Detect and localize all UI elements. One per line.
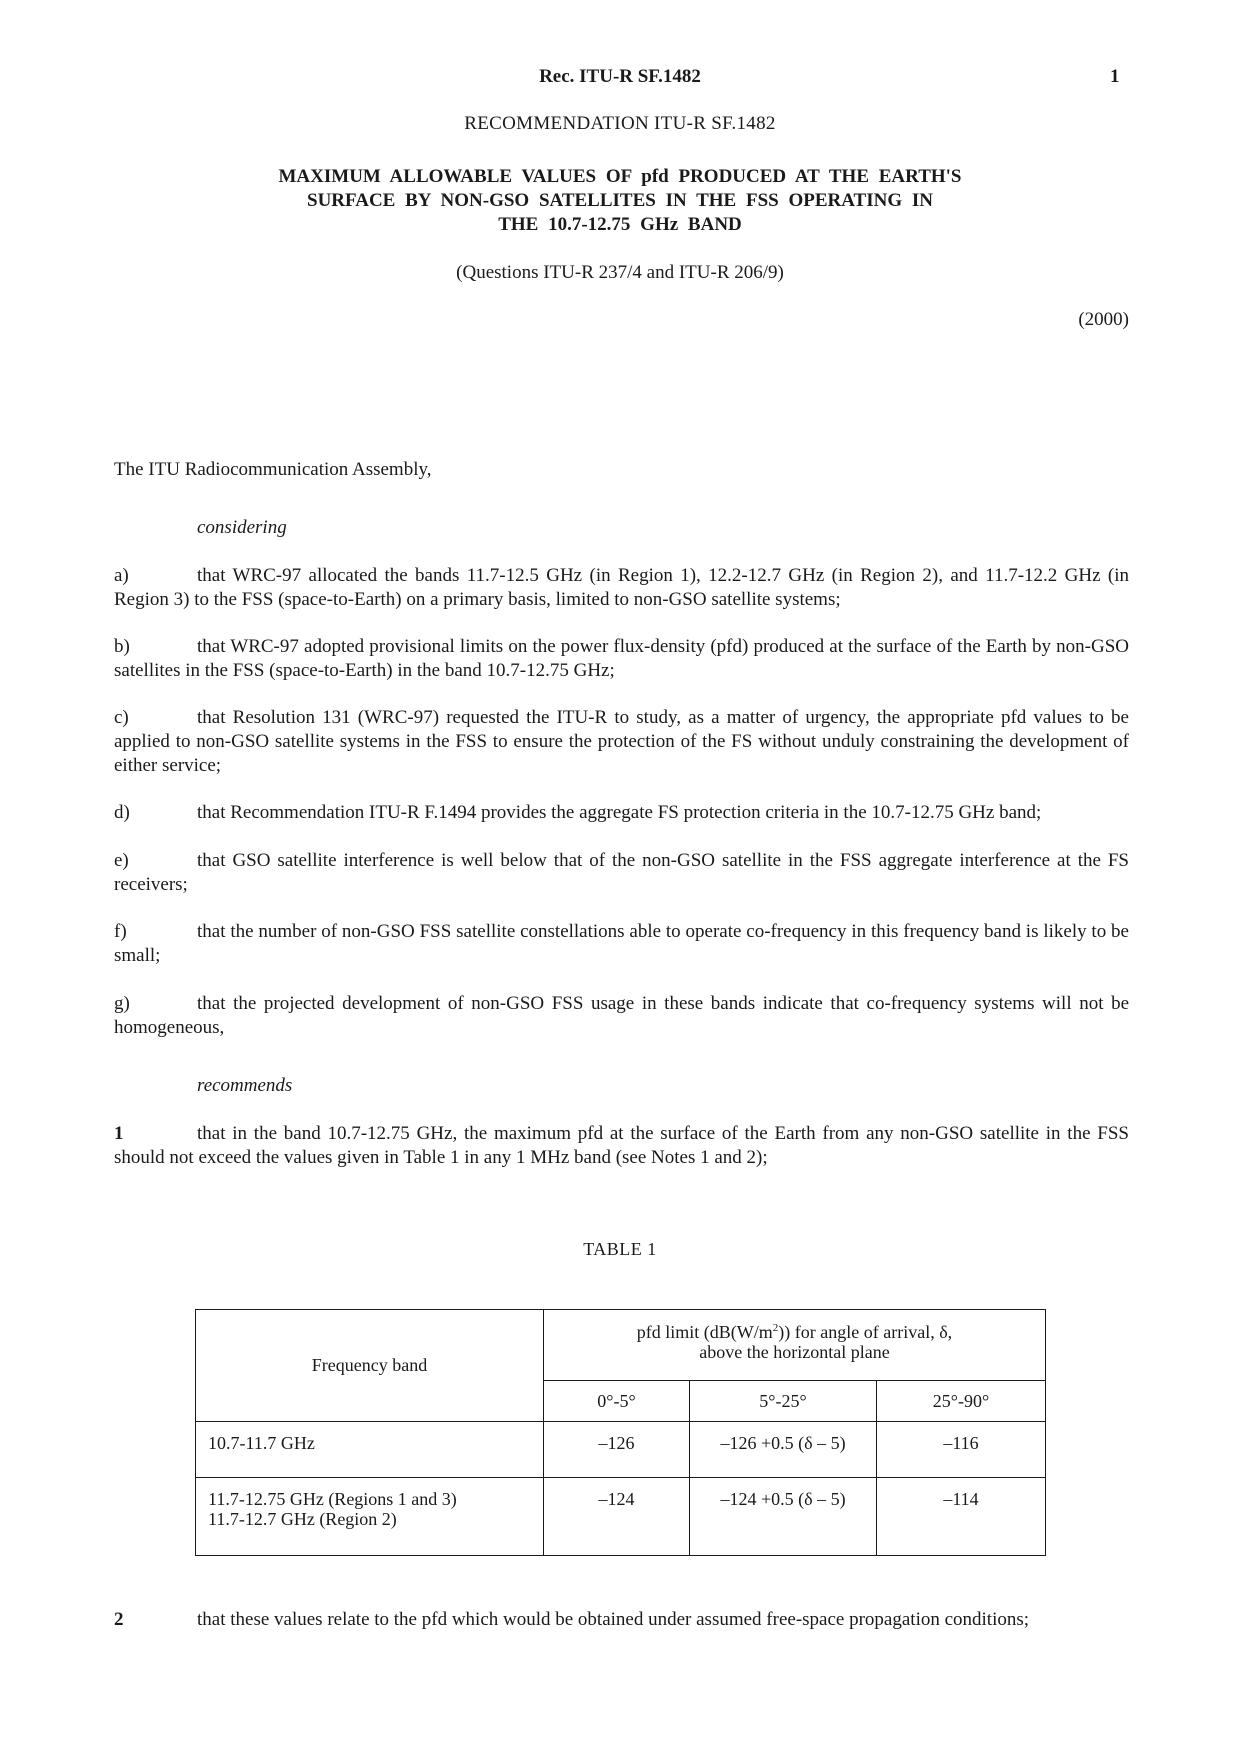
item-label: e) [114,850,129,871]
table-header-angle: 0°-5° [544,1381,690,1422]
assembly-intro: The ITU Radiocommunication Assembly, [114,459,432,480]
table-cell-band [196,1478,544,1556]
table-header-angle: 25°-90° [877,1381,1046,1422]
year-label: (2000) [1078,309,1129,330]
item-text: that the number of non-GSO FSS satellite constellations able to operate co-frequency in this frequency band is likely to be small; [114,921,1129,966]
considering-item-g [114,992,1129,1040]
item-text: that Recommendation ITU-R F.1494 provides the aggregate FS protection criteria in the 10.7-12.75 GHz band; [197,802,1042,823]
table-cell-value: –114 [877,1478,1046,1556]
item-text: that in the band 10.7-12.75 GHz, the maximum pfd at the surface of the Earth from any non-GSO satellite in the FSS should not exceed the values given in Table 1 in any 1 MHz band (see Notes 1 and 2); [114,1123,1129,1168]
table-cell-value: –126 [544,1422,690,1478]
running-header-title: Rec. ITU-R SF.1482 [539,66,701,87]
header-text: above the horizontal plane [699,1342,890,1362]
document-title [170,165,1070,237]
item-label: g) [114,993,130,1014]
considering-item-d [114,801,1129,825]
questions-reference: (Questions ITU-R 237/4 and ITU-R 206/9) [456,262,784,283]
item-text: that GSO satellite interference is well below that of the non-GSO satellite in the FSS aggregate interference at the FS receivers; [114,850,1129,895]
table-header-frequency-band: Frequency band [196,1310,544,1422]
considering-item-e [114,849,1129,897]
title-line: MAXIMUM ALLOWABLE VALUES OF pfd PRODUCED AT THE EARTH'S [278,166,962,187]
table-cell-value: –126 +0.5 (δ – 5) [690,1422,877,1478]
header-text: pfd limit (dB(W/m [636,1322,773,1342]
table-cell-value: –124 [544,1478,690,1556]
table-row [196,1422,1046,1478]
recommends-heading: recommends [197,1075,293,1096]
considering-item-f [114,920,1129,968]
table-header-pfd-limit [544,1310,1046,1381]
header-superscript: 2 [772,1322,779,1334]
item-label: d) [114,802,130,823]
band-line: 11.7-12.75 GHz (Regions 1 and 3) [208,1489,457,1509]
table-caption: TABLE 1 [583,1239,657,1259]
considering-heading: considering [197,517,287,538]
item-label: b) [114,636,130,657]
item-text: that WRC-97 adopted provisional limits on the power flux-density (pfd) produced at the surface of the Earth by non-GSO satellites in the FSS (space-to-Earth) in the band 10.7-12.75 GHz; [114,636,1129,681]
table-cell-value: –116 [877,1422,1046,1478]
item-label: a) [114,565,129,586]
title-line: THE 10.7-12.75 GHz BAND [498,214,742,235]
table-cell-band: 10.7-11.7 GHz [196,1422,544,1478]
table-cell-value: –124 +0.5 (δ – 5) [690,1478,877,1556]
band-line: 11.7-12.7 GHz (Region 2) [208,1509,397,1529]
table-header-angle: 5°-25° [690,1381,877,1422]
considering-item-c [114,706,1129,778]
considering-item-a [114,564,1129,612]
header-text: )) for angle of arrival, δ, [778,1322,953,1342]
page-number: 1 [1110,66,1120,87]
item-label: f) [114,921,127,942]
considering-item-b [114,635,1129,683]
title-line: SURFACE BY NON-GSO SATELLITES IN THE FSS OPERATING IN [307,190,933,211]
item-label: 1 [114,1123,124,1144]
recommends-item-1 [114,1122,1129,1170]
item-text: that these values relate to the pfd which would be obtained under assumed free-space propagation conditions; [197,1609,1030,1630]
item-text: that Resolution 131 (WRC-97) requested the ITU-R to study, as a matter of urgency, the appropriate pfd values to be applied to non-GSO satellite systems in the FSS to ensure the protection of the FS without unduly constraining the development of either service; [114,707,1129,776]
table-row [196,1478,1046,1556]
item-text: that the projected development of non-GSO FSS usage in these bands indicate that co-frequency systems will not be homogeneous, [114,993,1129,1038]
recommends-item-2 [114,1608,1129,1632]
item-label: c) [114,707,129,728]
item-label: 2 [114,1609,124,1630]
pfd-limits-table [195,1309,1046,1556]
recommendation-heading: RECOMMENDATION ITU-R SF.1482 [464,113,776,134]
item-text: that WRC-97 allocated the bands 11.7-12.5 GHz (in Region 1), 12.2-12.7 GHz (in Region 2), and 11.7-12.2 GHz (in Region 3) to the FSS (space-to-Earth) on a primary basis, limited to non-GSO satellite systems; [114,565,1129,610]
